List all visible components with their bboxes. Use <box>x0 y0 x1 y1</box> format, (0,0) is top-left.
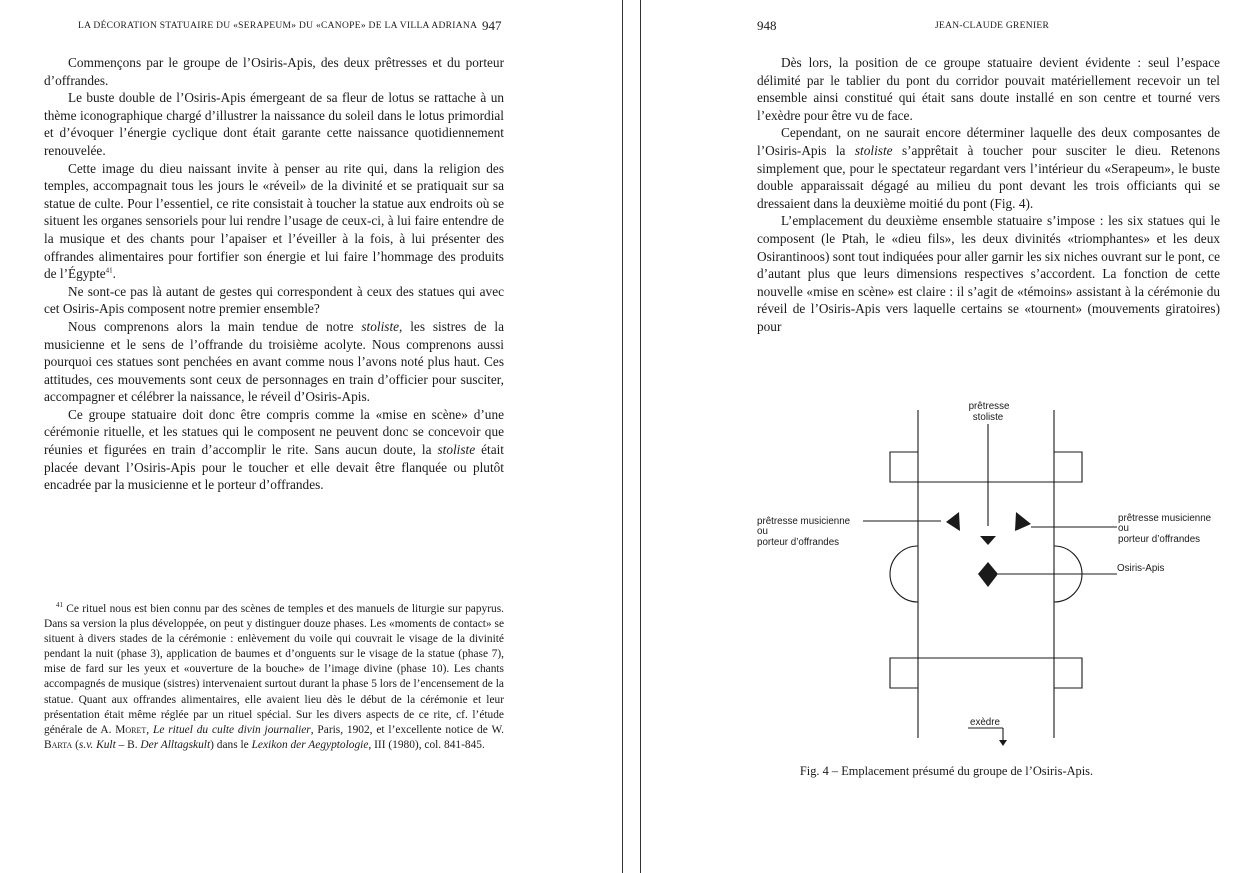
page-number: 948 <box>757 18 777 33</box>
figure-diagram <box>641 390 1252 760</box>
right-body-text <box>757 54 1220 336</box>
paragraph: Le buste double de l’Osiris-Apis émergeant de sa fleur de lotus se rattache à un thème iconographique chargé d’illustrer la naissance du soleil dans le lotus primordial et d’évoquer l’énergie cyclique dont était garante cette naissance quotidiennement renouvelée. <box>44 90 504 158</box>
paragraph: Cependant, on ne saurait encore déterminer laquelle des deux composantes de l’Osiris-Apis la stoliste s’apprêtait à toucher pour susciter le dieu. Retenons simplement que, pour le spectateur regardant vers l’intérieur du «Serapeum», le buste double apparaissait dégagé au milieu du pont devant les trois officiants qui se dressaient dans la deuxième moitié du pont (Fig. 4). <box>757 125 1220 211</box>
label-stoliste-2: stoliste <box>972 412 1004 423</box>
running-head: LA DÉCORATION STATUAIRE DU «SERAPEUM» DU «CANOPE» DE LA VILLA ADRIANA <box>78 21 478 31</box>
label-right-1: prêtresse musicienne <box>1118 513 1212 524</box>
footnote-ref: 41 <box>105 266 113 275</box>
niche-lower-left <box>890 658 918 688</box>
stoliste-marker <box>980 536 996 545</box>
paragraph: Ce groupe statuaire doit donc être compris comme la «mise en scène» d’une cérémonie rituelle, et les statues qui le composent ne peuvent donc se concevoir que réunies et figurées en train d’accomplir le rite. Sans aucun doute, la stoliste était placée devant l’Osiris-Apis pour le toucher et elle devait être flanquée ou plutôt encadrée par la musicienne et le porteur d’offrandes. <box>44 406 504 493</box>
label-stoliste-1: prêtresse <box>968 401 1010 412</box>
left-body-text <box>44 54 504 494</box>
right-page <box>641 0 1252 873</box>
paragraph: Nous comprenons alors la main tendue de notre stoliste, les sistres de la musicienne et le sens de l’offrande du troisième acolyte. Nous comprenons aussi pourquoi ces statues sont penchées en avant comme nous l’avons noté plus haut. Ces attitudes, ces mouvements sont ceux de personnages en train d’officier pour susciter, accompagner et célébrer la naissance, le réveil d’Osiris-Apis. <box>44 318 504 405</box>
label-right-2: ou <box>1118 523 1129 534</box>
page-number: 947 <box>482 18 502 33</box>
paragraph: Cette image du dieu naissant invite à penser au rite qui, dans la religion des temples, accompagnait tous les jours le «réveil» de la divinité et se pratiquait sur sa statue de culte. Pour l’essentiel, ce rite consistait à toucher la statue aux endroits où se situent les organes sensoriels pour lui rendre l’usage de ceux-ci, à lui faire entendre de la musique et des chants pour l’apaiser et l’éveiller à la fois, à lui présenter des offrandes alimentaires pour fortifier son énergie et lui faire l’hommage des produits de l’Égypte$^{41}$. <box>44 160 504 282</box>
figure-caption: Fig. 4 – Emplacement présumé du groupe de l’Osiris-Apis. <box>799 764 1094 778</box>
running-head: JEAN-CLAUDE GRENIER <box>935 21 1050 31</box>
label-left-3: porteur d’offrandes <box>757 537 840 548</box>
label-osiris-apis: Osiris-Apis <box>1117 563 1165 574</box>
footnote-number: 41 <box>56 601 63 610</box>
paragraph: L’emplacement du deuxième ensemble statuaire s’impose : les six statues qui le composent (le Ptah, le «dieu fils», les deux divinités «triomphantes» et les deux Osirantinoos) sont tout indiquées pour aller garnir les six niches ouvrant sur le pont, ce d’autant plus que leurs dimensions respectives s’accordent. La fonction de cette nouvelle «mise en scène» est claire : il s’agit de «témoins» assistant à la cérémonie du réveil de l’Osiris-Apis vers laquelle certains se «tournent» (mouvements giratoires) pour <box>757 213 1220 334</box>
paragraph: Ne sont-ce pas là autant de gestes qui correspondent à ceux des statues qui avec cet Osiris-Apis composent notre premier ensemble? <box>44 283 504 317</box>
exedra-arrowhead <box>999 740 1007 746</box>
musicienne-left-marker <box>946 512 960 531</box>
page-gutter <box>622 0 623 873</box>
niche-upper-right <box>1054 452 1082 482</box>
paragraph: Dès lors, la position de ce groupe statuaire devient évidente : seul l’espace délimité par le tablier du pont du corridor pouvait matériellement recevoir un tel ensemble ainsi constitué qui était sans doute installé en son centre et tourné vers l’exèdre pour être vu de face. <box>757 55 1220 123</box>
label-exedra: exèdre <box>970 717 1000 728</box>
musicienne-right-marker <box>1015 512 1031 531</box>
niche-upper-left <box>890 452 918 482</box>
apse-left <box>890 546 918 602</box>
osiris-apis-marker <box>978 562 998 587</box>
niche-lower-right <box>1054 658 1082 688</box>
left-page <box>0 0 622 873</box>
label-left-2: ou <box>757 526 768 537</box>
label-left-1: prêtresse musicienne <box>757 516 851 527</box>
paragraph: Commençons par le groupe de l’Osiris-Apis, des deux prêtresses et du porteur d’offrandes. <box>44 55 504 88</box>
footnote: $^{41}$ Ce rituel nous est bien connu par des scènes de temples et des manuels de liturgie sur papyrus. Dans sa version la plus développée, on peut y distinguer douze phases. Les «moments de contact» se situent à divers stades de la cérémonie : enlèvement du voile qui couvrait le visage de la divinité pendant la nuit (phase 3), application de baumes et d’onguents sur le visage de la statue (phase 7), mise de fard sur les yeux et «ouverture de la bouche» de l’image divine (phase 10). Les chants accompagnés de musique (sistres) intervenaient surtout durant la phase 5 lors de l’encensement de la statue. Quant aux offrandes alimentaires, elle avaient lieu dès le début de la cérémonie et leur présentation était même réglée par un rituel spécial. Sur les divers aspects de ce rite, cf. l’étude générale de A. Moret, Le rituel du culte divin journalier, Paris, 1902, et l’excellente notice de W. Barta (s.v. Kult – B. Der Alltagskult) dans le Lexikon der Aegyptologie, III (1980), col. 841-845. <box>44 601 504 751</box>
label-right-3: porteur d’offrandes <box>1118 534 1201 545</box>
